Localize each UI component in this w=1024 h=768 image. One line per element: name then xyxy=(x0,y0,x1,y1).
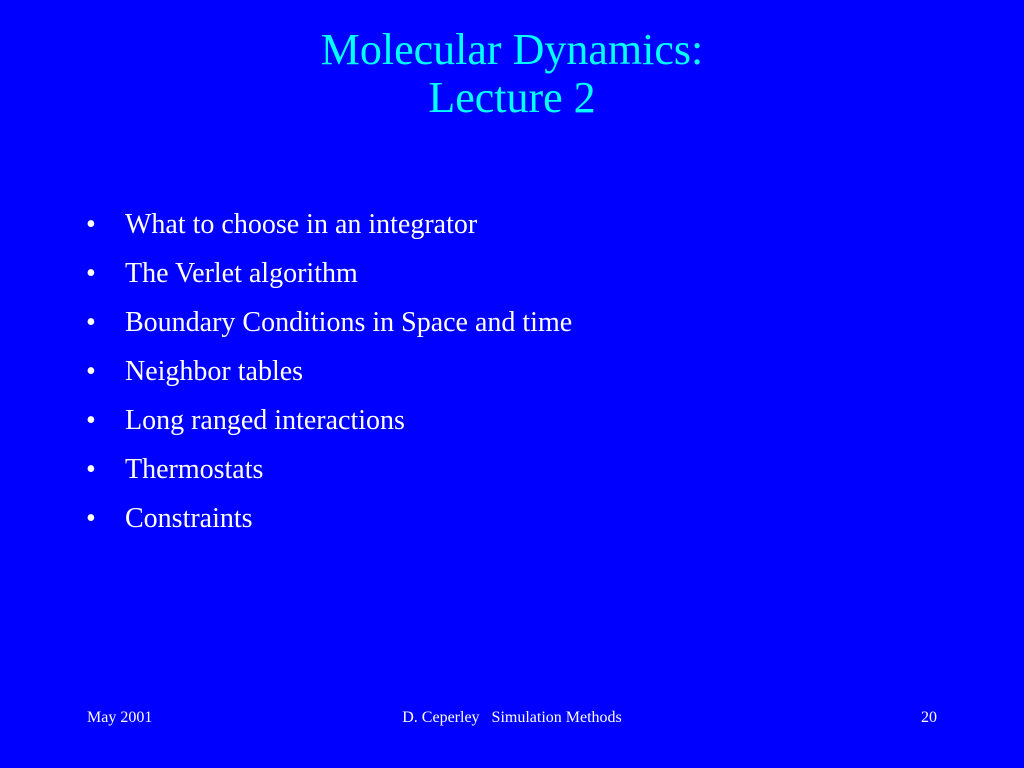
bullet-text: Boundary Conditions in Space and time xyxy=(125,307,573,338)
bullet-marker: • xyxy=(86,307,96,338)
bullet-marker: • xyxy=(86,405,96,436)
title-line-2: Lecture 2 xyxy=(428,73,596,122)
bullet-marker: • xyxy=(86,209,96,240)
bullet-marker: • xyxy=(86,258,96,289)
bullet-text: Long ranged interactions xyxy=(125,405,405,436)
bullet-marker: • xyxy=(86,454,96,485)
bullet-text: Constraints xyxy=(125,503,253,534)
bullet-marker: • xyxy=(86,503,96,534)
footer-date: May 2001 xyxy=(87,709,153,726)
bullet-text: Thermostats xyxy=(125,454,264,485)
slide-number: 20 xyxy=(921,709,937,726)
footer-author-course: D. Ceperley Simulation Methods xyxy=(402,709,622,726)
slide-title xyxy=(0,26,1024,122)
bullet-marker: • xyxy=(86,356,96,387)
title-line-1: Molecular Dynamics: xyxy=(320,25,704,74)
bullet-text: Neighbor tables xyxy=(125,356,304,387)
bullet-text: What to choose in an integrator xyxy=(125,209,478,240)
bullet-text: The Verlet algorithm xyxy=(125,258,358,289)
